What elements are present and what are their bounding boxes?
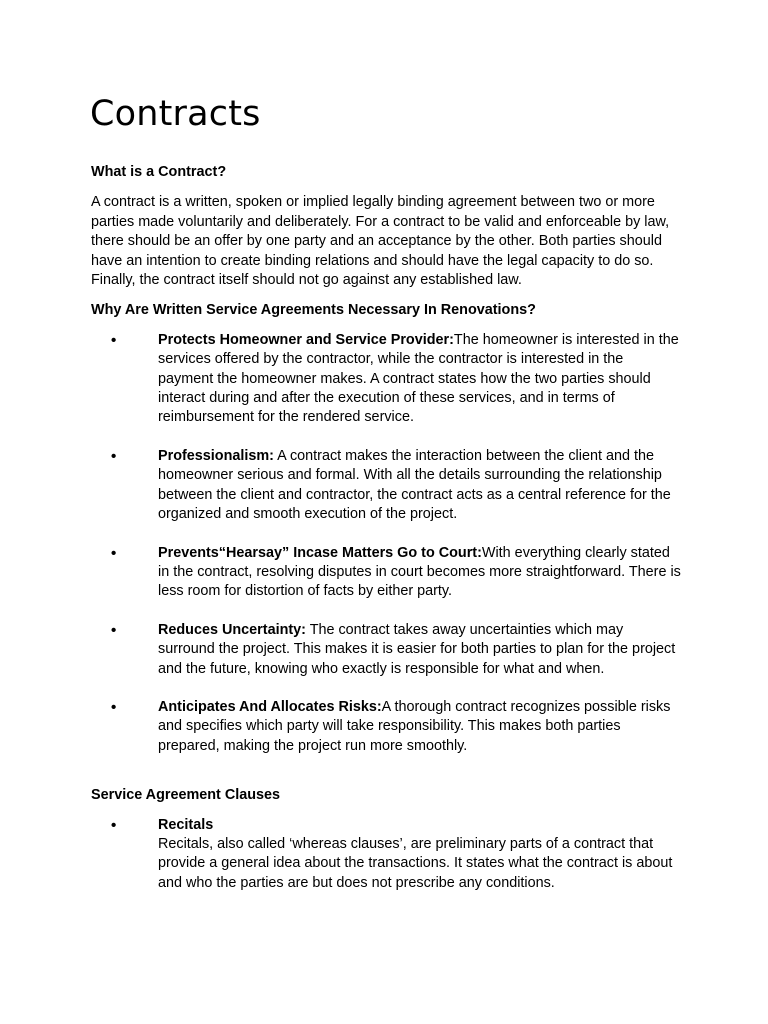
contract-definition-paragraph: A contract is a written, spoken or implied legally binding agreement between two or more parties made voluntarily and deliberately. For a contract to be valid and enforceable by law, there should be an offer by one party and an acceptance by the other. Both parties should have an intention to create binding relations and should have the legal capacity to do so. Finally, the contract itself should not go against any established law. — [91, 194, 670, 289]
bullet-text: A contract makes the interaction between the client and the homeowner serious and formal. With all the details surrounding the relationship between the client and contractor, the contract acts as a central reference for the organized and smooth execution of the project. — [158, 447, 671, 523]
section-heading-what-is-contract: What is a Contract? — [91, 164, 227, 180]
bullet-text: With everything clearly stated in the contract, resolving disputes in court becomes more straightforward. There is less room for distortion of facts by either party. — [158, 544, 681, 600]
bullet-title: Professionalism: — [158, 447, 274, 464]
bullet-point-icon: • — [111, 447, 117, 465]
bullet-title: Protects Homeowner and Service Provider: — [158, 331, 454, 348]
list-item — [91, 621, 681, 679]
bullet-point-icon: • — [111, 621, 117, 639]
bullet-text: A thorough contract recognizes possible risks and specifies which party will take responsibility. This makes both parties prepared, making the project run more smoothly. — [158, 698, 671, 754]
bullet-title: Reduces Uncertainty: — [158, 621, 306, 638]
list-item — [91, 816, 681, 894]
list-item — [91, 447, 681, 525]
clause-title: Recitals — [158, 816, 214, 833]
clauses-bullet-list — [91, 816, 681, 894]
bullet-point-icon: • — [111, 331, 117, 349]
reasons-bullet-list — [91, 331, 681, 756]
document-title: Contracts — [90, 94, 261, 134]
bullet-title: Anticipates And Allocates Risks: — [158, 698, 382, 715]
clause-text: Recitals, also called ‘whereas clauses’, are preliminary parts of a contract that provide a general idea about the transactions. It states what the contract is about and who the parties are but does not prescribe any conditions. — [158, 835, 673, 891]
bullet-text: The homeowner is interested in the services offered by the contractor, while the contractor is interested in the payment the homeowner makes. A contract states how the two parties should interact during and after the execution of these services, and in terms of reimbursement for the rendered service. — [158, 331, 679, 426]
section-heading-why-written-agreements: Why Are Written Service Agreements Necessary In Renovations? — [91, 302, 536, 319]
bullet-title: Prevents“Hearsay” Incase Matters Go to Court: — [158, 544, 482, 561]
list-item — [91, 331, 681, 428]
document-body — [91, 163, 681, 893]
section-heading-service-agreement-clauses: Service Agreement Clauses — [91, 787, 281, 804]
bullet-point-icon: • — [111, 816, 117, 834]
list-item — [91, 544, 681, 602]
bullet-point-icon: • — [111, 698, 117, 716]
list-item — [91, 698, 681, 756]
bullet-text: The contract takes away uncertainties which may surround the project. This makes it is easier for both parties to plan for the project and the future, knowing who exactly is responsible for what and when. — [158, 621, 676, 677]
bullet-point-icon: • — [111, 544, 117, 562]
